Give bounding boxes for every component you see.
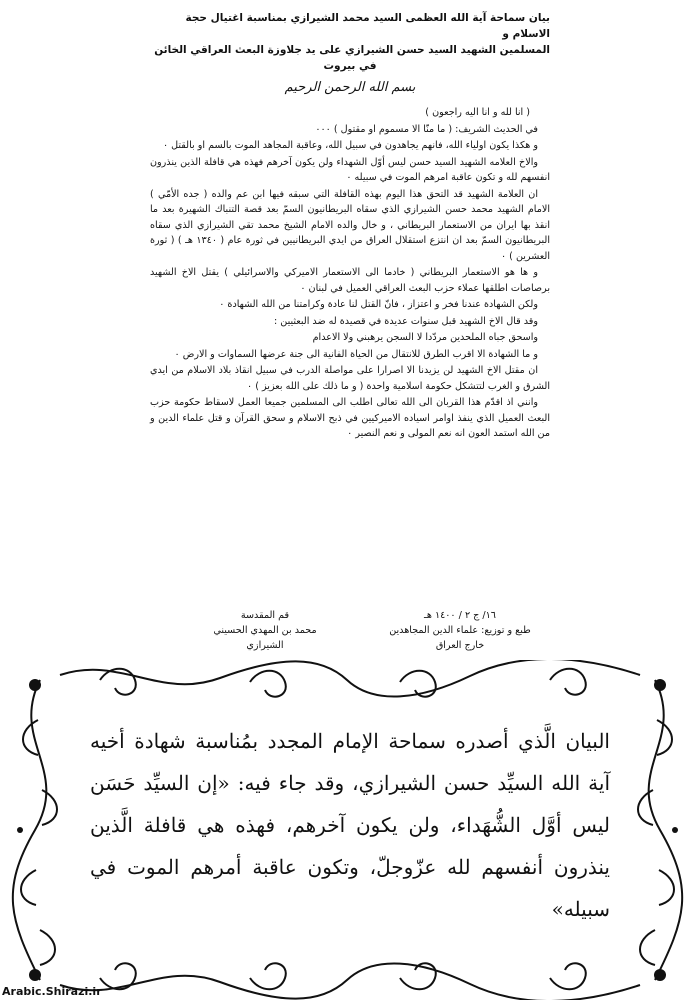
signature-author (180, 608, 350, 653)
signature-distribution: طبع و توزيع: علماء الدين المجاهدين (389, 625, 531, 636)
paragraph-quran-verse: ( انا لله و انا اليه راجعون ) (425, 107, 530, 118)
paragraph-appeal: وانني اذ اقدّم هذا القربان الى الله تعالى اطلب الى المسلمين جميعا العمل لاسقاط حكومة حزب البعث العميل الذي ينفذ اوامر اسياده الاميركيين في ذبح الاسلام و سحق القرآن و قتل علماء الدين و من الله استمد العون انه نعم المولى و نعم النصير ٠ (150, 397, 550, 439)
paragraph-awliya: و هكذا يكون اولياء الله، فانهم يجاهدون في سبيل الله، وعاقبة المجاهد الموت بالسم او بالقتل ٠ (162, 140, 538, 151)
header-line-2: المسلمين الشهيد السيد حسن الشيرازي على يد جلاوزة البعث العراقي الخائن (154, 44, 550, 56)
signature-place: قم المقدسة (240, 610, 290, 621)
site-watermark: Arabic.Shirazi.ir (2, 985, 102, 998)
signature-date-distribution (370, 608, 550, 653)
paragraph-martyrdom: و ما الشهادة الا اقرب الطرق للانتقال من الحياة الفانية الى جنة عرضها السماوات و الارض ٠ (174, 348, 538, 360)
paragraph-poem-verse: واسحق جباه الملحدين مردّدا لا السجن يرهبني ولا الاعدام (312, 332, 538, 343)
signature-date: ١٦/ ج ٢ / ١٤٠٠ هـ (424, 610, 496, 621)
caption-text: البيان الَّذي أصدره سماحة الإمام المجدد بمُناسبة شهادة أخيه آية الله السيِّد حسن الشيرازي، وقد جاء فيه: «إن السيِّد حَسَن ليس أوَّل الشُّهَداء، ولن يكون آخرهم، فهذه هي قافلة الَّذين ينذرون أنفسهم لله عزّوجلّ، وتكون عاقبة أمرهم الموت في سبيله» (90, 729, 610, 921)
paragraph-poem-intro: وقد قال الاخ الشهيد قبل سنوات عديدة في قصيدة له ضد البعثيين : (273, 315, 538, 327)
signature-surname: الشيرازي (246, 640, 284, 651)
basmala-calligraphy: بسم الله الرحمن الرحيم (284, 80, 416, 95)
signature-name: محمد بن المهدي الحسيني (213, 625, 317, 636)
header-line-1: بيان سماحة آية الله العظمى السيد محمد الشيرازي بمناسبة اغتيال حجة الاسلام و (185, 12, 550, 40)
signature-block (150, 608, 550, 668)
paragraph-resolve: ان مقتل الاخ الشهيد لن يزيدنا الا اصرارا على مواصلة الدرب في سبيل انقاذ بلاد الاسلام من ايدي الشرق و الغرب لتتشكل حكومة اسلامية واحدة ( و ما ذلك على الله بعزيز ) ٠ (150, 365, 550, 392)
paragraph-colonialism: و ها هو الاستعمار البريطاني ( خادما الى الاستعمار الاميركي والاسرائيلي ) يقتل الاخ الشهيد برصاصات اطلقها عملاء حزب البعث العراقي العميل في لبنان ٠ (150, 267, 550, 294)
paragraph-caravan: ان العلامة الشهيد قد التحق هذا اليوم بهذه القافلة التي سبقه فيها ابن عم والده ( جده الأمّي ) الامام الشهيد محمد حسن الشيرازي الذي سقاه البريطانيون السمّ بعد قصة التنباك الشهيرة بعد ما انقذ بها ايران من الاستعمار البريطاني ، و خال والده الامام الشيخ محمد تقي الشيرازي الذي سقاه البريطانيون السمّ بعد ان انتزع استقلال العراق من ايدي البريطانيين في ثورة عام ( ١٣٤٠ هـ ) ( ثورة العشرين ) ٠ (150, 188, 550, 262)
paragraph-martyr: والاخ العلامه الشهيد السيد حسن ليس أوّل الشهداء ولن يكون آخرهم فهذه هي قافلة الذين ينذرون انفسهم لله و تكون عاقبة امرهم الموت في سبيله ٠ (150, 156, 550, 183)
paragraph-pride: ولكن الشهادة عندنا فخر و اعتزاز ، فانّ القتل لنا عادة وكرامتنا من الله الشهادة ٠ (219, 299, 538, 310)
signature-distribution-place: خارج العراق (435, 640, 485, 651)
header-line-3: في بيروت (323, 60, 377, 72)
paragraph-hadith: في الحديث الشريف: ( ما منّا الا مسموم او مقتول ) ٠٠٠ (315, 123, 538, 135)
